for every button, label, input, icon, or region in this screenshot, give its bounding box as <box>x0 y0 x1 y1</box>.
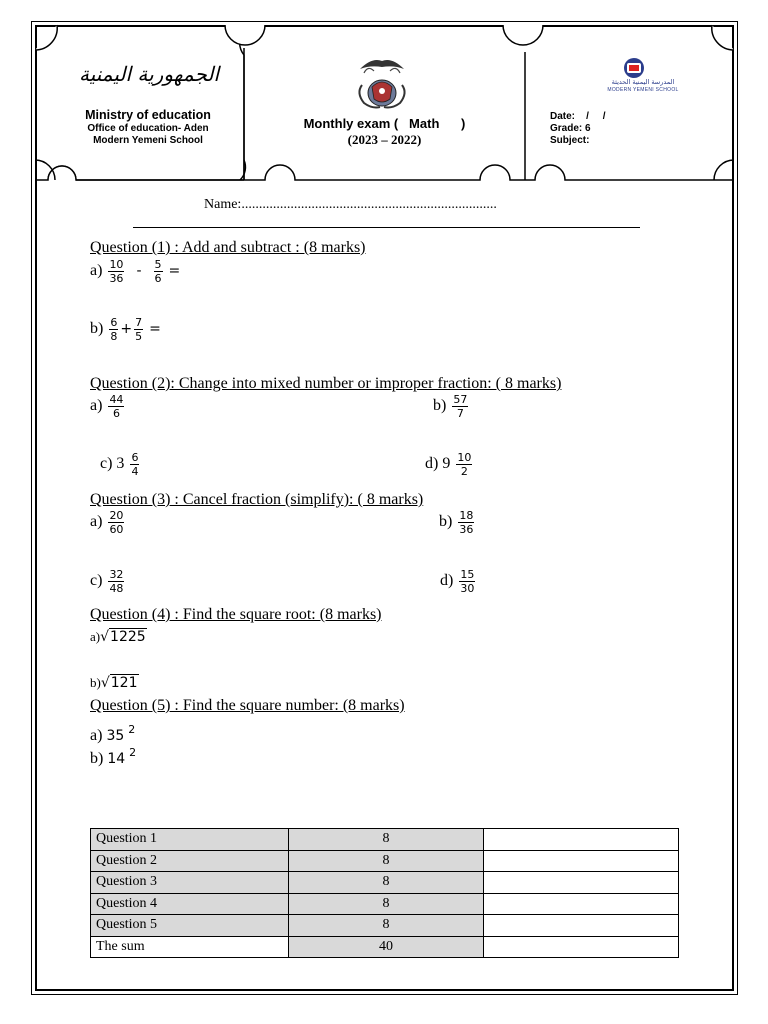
q5-heading: Question (5) : Find the square number: (8 marks) <box>90 697 405 714</box>
yemen-emblem-icon <box>352 55 412 115</box>
q5-item-b: b) 14 $^2$ <box>90 746 137 767</box>
q5-item-a: a) 35 $^2$ <box>90 723 136 744</box>
q3-item-b: b) $\frac{18}{36}$ <box>439 509 474 536</box>
row-marks: 8 <box>289 893 484 915</box>
header-left-block <box>58 108 238 147</box>
row-label: Question 4 <box>91 893 289 915</box>
table-row <box>91 829 679 851</box>
row-label: Question 2 <box>91 850 289 872</box>
row-marks: 8 <box>289 829 484 851</box>
row-marks: 8 <box>289 850 484 872</box>
header-right-block <box>550 111 606 147</box>
score-cell[interactable] <box>484 872 679 894</box>
ministry-label: Ministry of education <box>85 108 211 122</box>
grade-label: Grade: 6 <box>550 123 591 134</box>
q1-heading: Question (1) : Add and subtract : (8 marks) <box>90 239 366 256</box>
score-cell[interactable] <box>484 893 679 915</box>
table-row <box>91 850 679 872</box>
q2-heading: Question (2): Change into mixed number or improper fraction: ( 8 marks) <box>90 375 562 392</box>
row-label: The sum <box>91 936 289 958</box>
name-divider <box>133 227 640 228</box>
subject-label: Subject: <box>550 135 590 146</box>
table-row <box>91 936 679 958</box>
q4-item-a: a)√1225 <box>90 629 146 645</box>
row-marks: 8 <box>289 915 484 937</box>
date-label: Date: / / <box>550 111 606 122</box>
q3-item-d: d) $\frac{15}{30}$ <box>440 568 475 595</box>
q2-item-a: a) $\frac{44}{6}$ <box>90 393 124 420</box>
q1-item-a: a) $\frac{10}{36}$ - $\frac{5}{6}$ = <box>90 258 181 285</box>
exam-title: Monthly exam ( Math ) <box>303 116 466 131</box>
q4-item-b: b)√121 <box>90 675 138 691</box>
school-arabic-name: المدرسة اليمنية الحديثة <box>611 78 675 86</box>
row-marks: 8 <box>289 872 484 894</box>
name-field[interactable]: Name:......................................................................... <box>204 197 497 212</box>
school-name-label: Modern Yemeni School <box>93 135 203 146</box>
q3-heading: Question (3) : Cancel fraction (simplify): ( 8 marks) <box>90 491 424 508</box>
q3-item-c: c) $\frac{32}{48}$ <box>90 568 124 595</box>
score-cell[interactable] <box>484 850 679 872</box>
school-logo-icon <box>622 57 646 79</box>
office-label: Office of education- Aden <box>87 123 209 134</box>
table-row <box>91 893 679 915</box>
header-center-block <box>262 116 507 148</box>
q3-item-a: a) $\frac{20}{60}$ <box>90 509 124 536</box>
table-row <box>91 872 679 894</box>
row-label: Question 3 <box>91 872 289 894</box>
exam-year: (2023 – 2022) <box>347 132 422 147</box>
score-cell[interactable] <box>484 915 679 937</box>
table-row <box>91 915 679 937</box>
q4-heading: Question (4) : Find the square root: (8 marks) <box>90 606 382 623</box>
q2-item-b: b) $\frac{57}{7}$ <box>433 393 468 420</box>
score-cell[interactable] <box>484 936 679 958</box>
q1-item-b: b) $\frac{6}{8}$ + $\frac{7}{5}$ = <box>90 316 161 343</box>
row-marks: 40 <box>289 936 484 958</box>
row-label: Question 1 <box>91 829 289 851</box>
q2-item-c: c) 3 $\frac{6}{4}$ <box>100 451 139 478</box>
marks-table <box>90 828 679 958</box>
q2-item-d: d) 9 $\frac{10}{2}$ <box>425 451 472 478</box>
arabic-republic-title: الجمهورية اليمنية <box>78 62 220 86</box>
school-english-name: MODERN YEMENI SCHOOL <box>607 87 679 93</box>
row-label: Question 5 <box>91 915 289 937</box>
score-cell[interactable] <box>484 829 679 851</box>
